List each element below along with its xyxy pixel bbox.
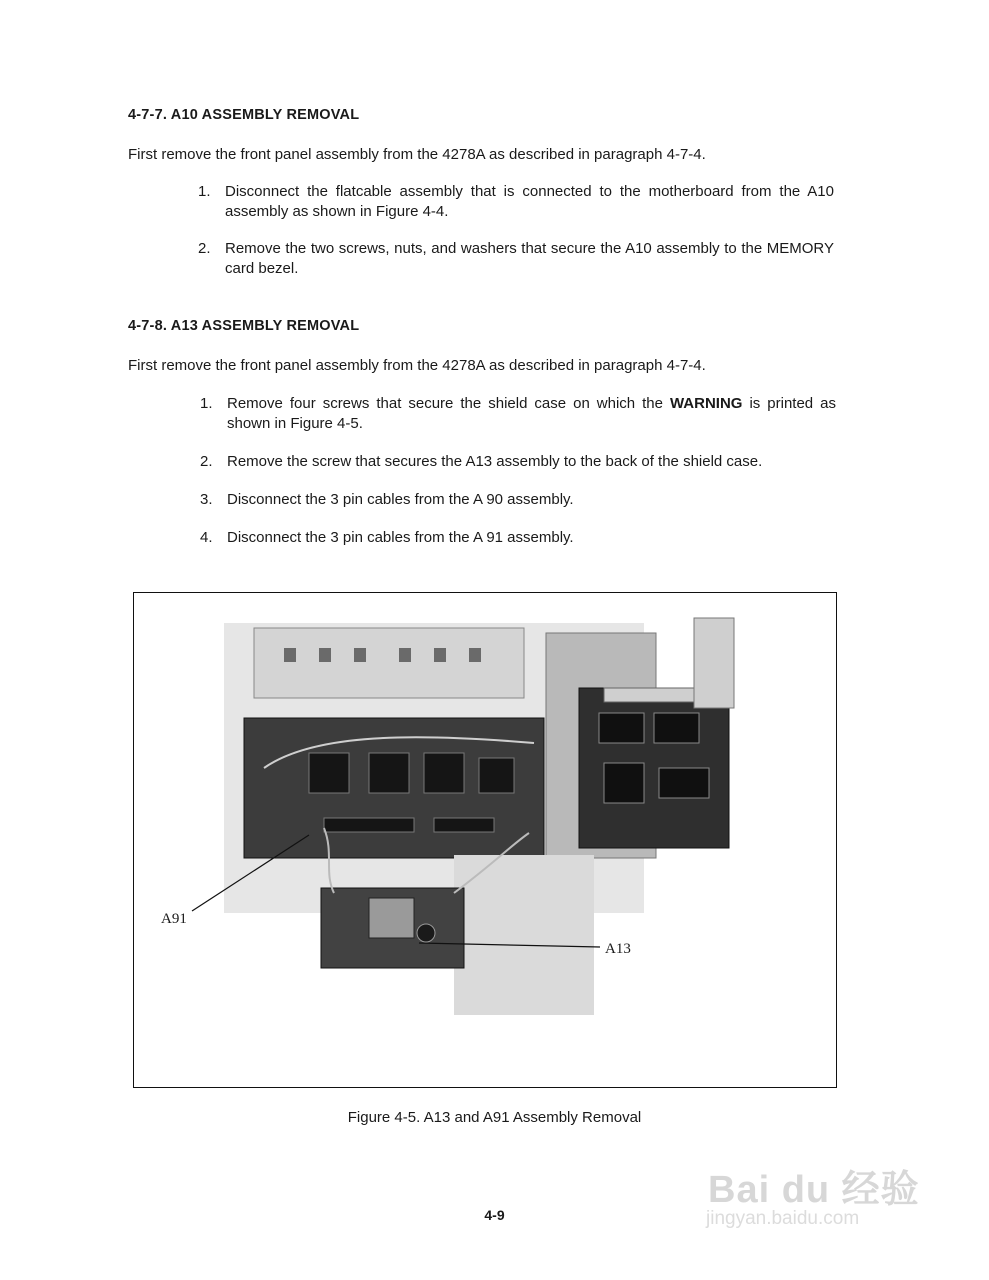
section-heading-a10: 4-7-7. A10 ASSEMBLY REMOVAL	[128, 107, 360, 123]
assembly-photo	[134, 593, 835, 1086]
step-text: Remove four screws that secure the shield case on which the	[227, 395, 670, 412]
step-text: Disconnect the flatcable assembly that is connected to the motherboard from the A10 assembly as shown in Figure 4-4.	[225, 183, 834, 220]
step-number: 3.	[200, 491, 213, 508]
step-text: is printed as shown in Figure 4-5.	[227, 395, 836, 432]
step-text: Disconnect the 3 pin cables from the A 90 assembly.	[227, 491, 574, 508]
step-text: Disconnect the 3 pin cables from the A 91 assembly.	[227, 529, 574, 546]
step-list-a13	[200, 394, 836, 548]
list-item	[200, 528, 836, 548]
ribbon-connector	[604, 688, 694, 702]
warning-word: WARNING	[669, 395, 743, 412]
section-intro-a13: First remove the front panel assembly from the 4278A as described in paragraph 4-7-4.	[128, 357, 706, 374]
list-item	[198, 239, 834, 279]
a13-capacitor	[417, 924, 435, 942]
watermark-url: jingyan.baidu.com	[706, 1208, 860, 1229]
step-number: 1.	[198, 183, 211, 200]
step-text: Remove the two screws, nuts, and washers that secure the A10 assembly to the MEMORY card bezel.	[225, 240, 834, 277]
step-text: Remove the screw that secures the A13 assembly to the back of the shield case.	[227, 453, 763, 470]
step-number: 4.	[200, 529, 213, 546]
step-list-a10	[198, 182, 834, 279]
page-number: 4-9	[484, 1207, 505, 1223]
side-bracket	[694, 618, 734, 708]
figure-frame	[133, 592, 837, 1088]
list-item	[200, 394, 836, 434]
step-number: 2.	[198, 240, 211, 257]
front-panel-top	[254, 628, 524, 698]
label-a91: A91	[161, 911, 187, 927]
list-item	[198, 182, 834, 222]
label-a13: A13	[605, 941, 631, 957]
lower-shield	[454, 855, 594, 1015]
list-item	[200, 490, 836, 510]
watermark-logo: Bai du 经验	[708, 1169, 920, 1211]
list-item	[200, 452, 836, 472]
figure-caption: Figure 4-5. A13 and A91 Assembly Removal	[347, 1109, 642, 1126]
section-heading-a13: 4-7-8. A13 ASSEMBLY REMOVAL	[128, 318, 360, 334]
section-intro-a10: First remove the front panel assembly from the 4278A as described in paragraph 4-7-4.	[128, 146, 706, 163]
a13-transformer	[369, 898, 414, 938]
step-number: 2.	[200, 453, 213, 470]
step-number: 1.	[200, 395, 213, 412]
